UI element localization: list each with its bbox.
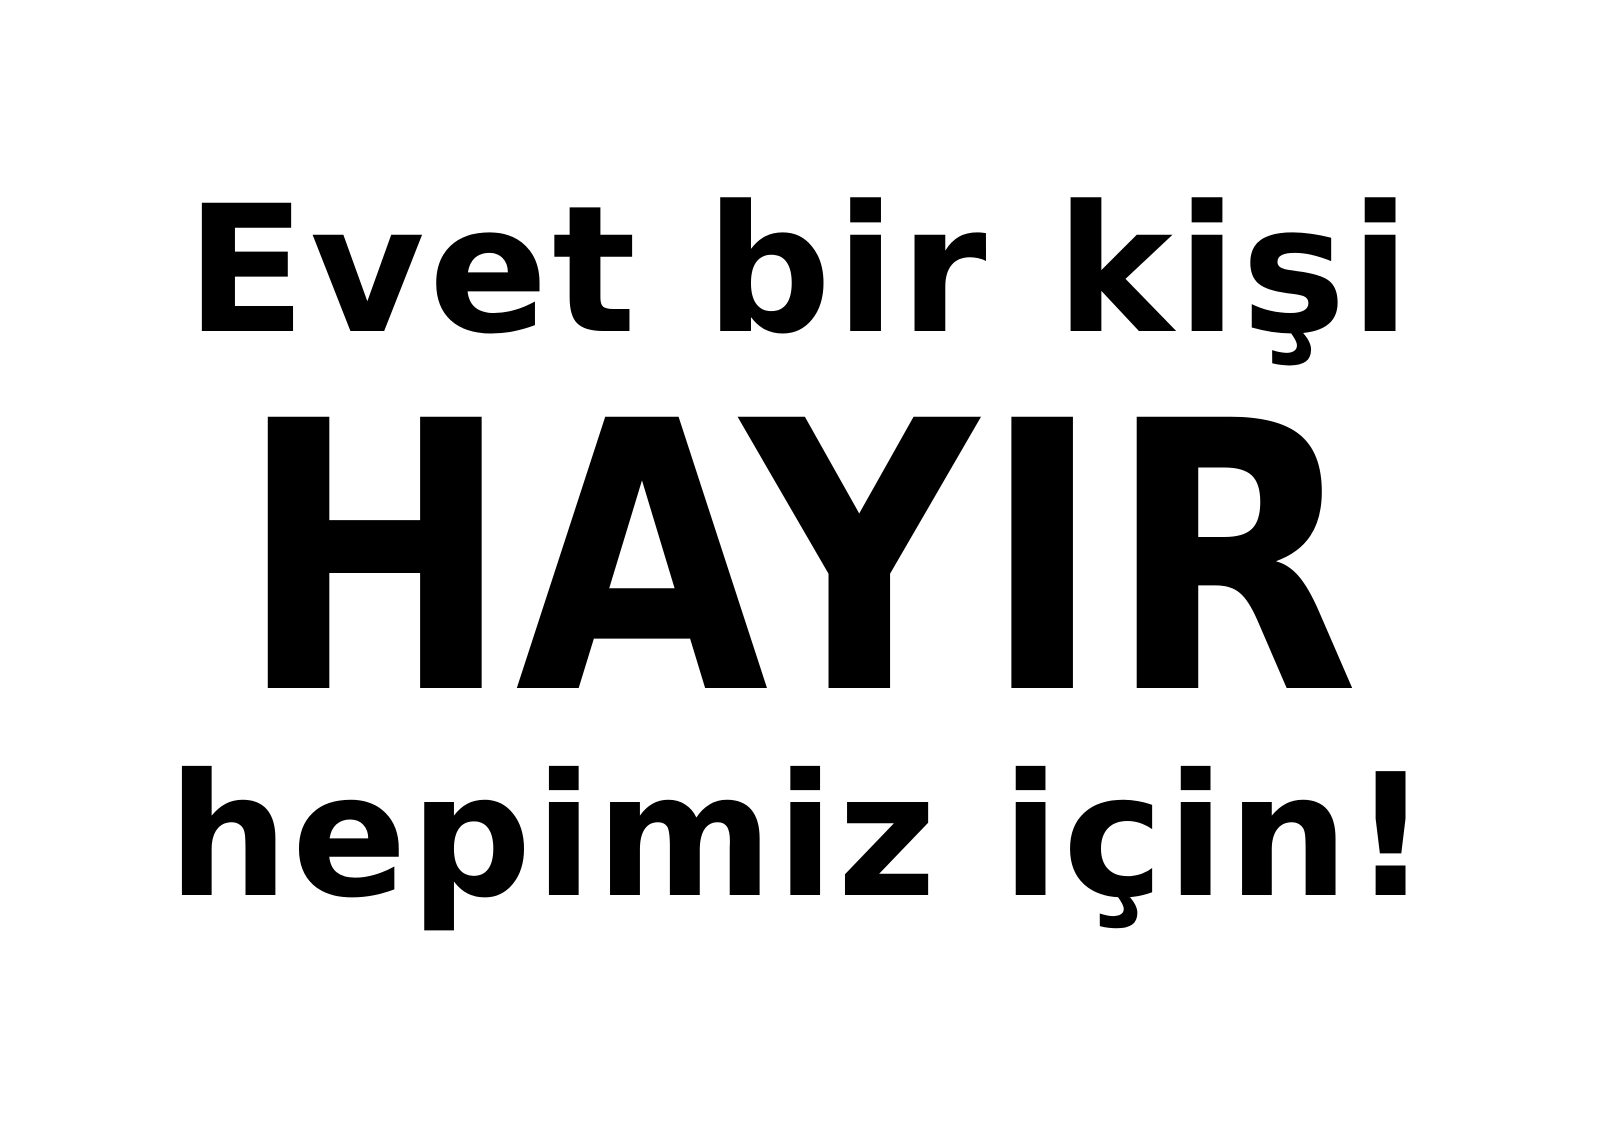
headline-main-word: HAYIR	[237, 343, 1363, 776]
headline-line-1: Evet bir kişi	[185, 168, 1415, 373]
headline-line-3: hepimiz için!	[167, 738, 1433, 936]
